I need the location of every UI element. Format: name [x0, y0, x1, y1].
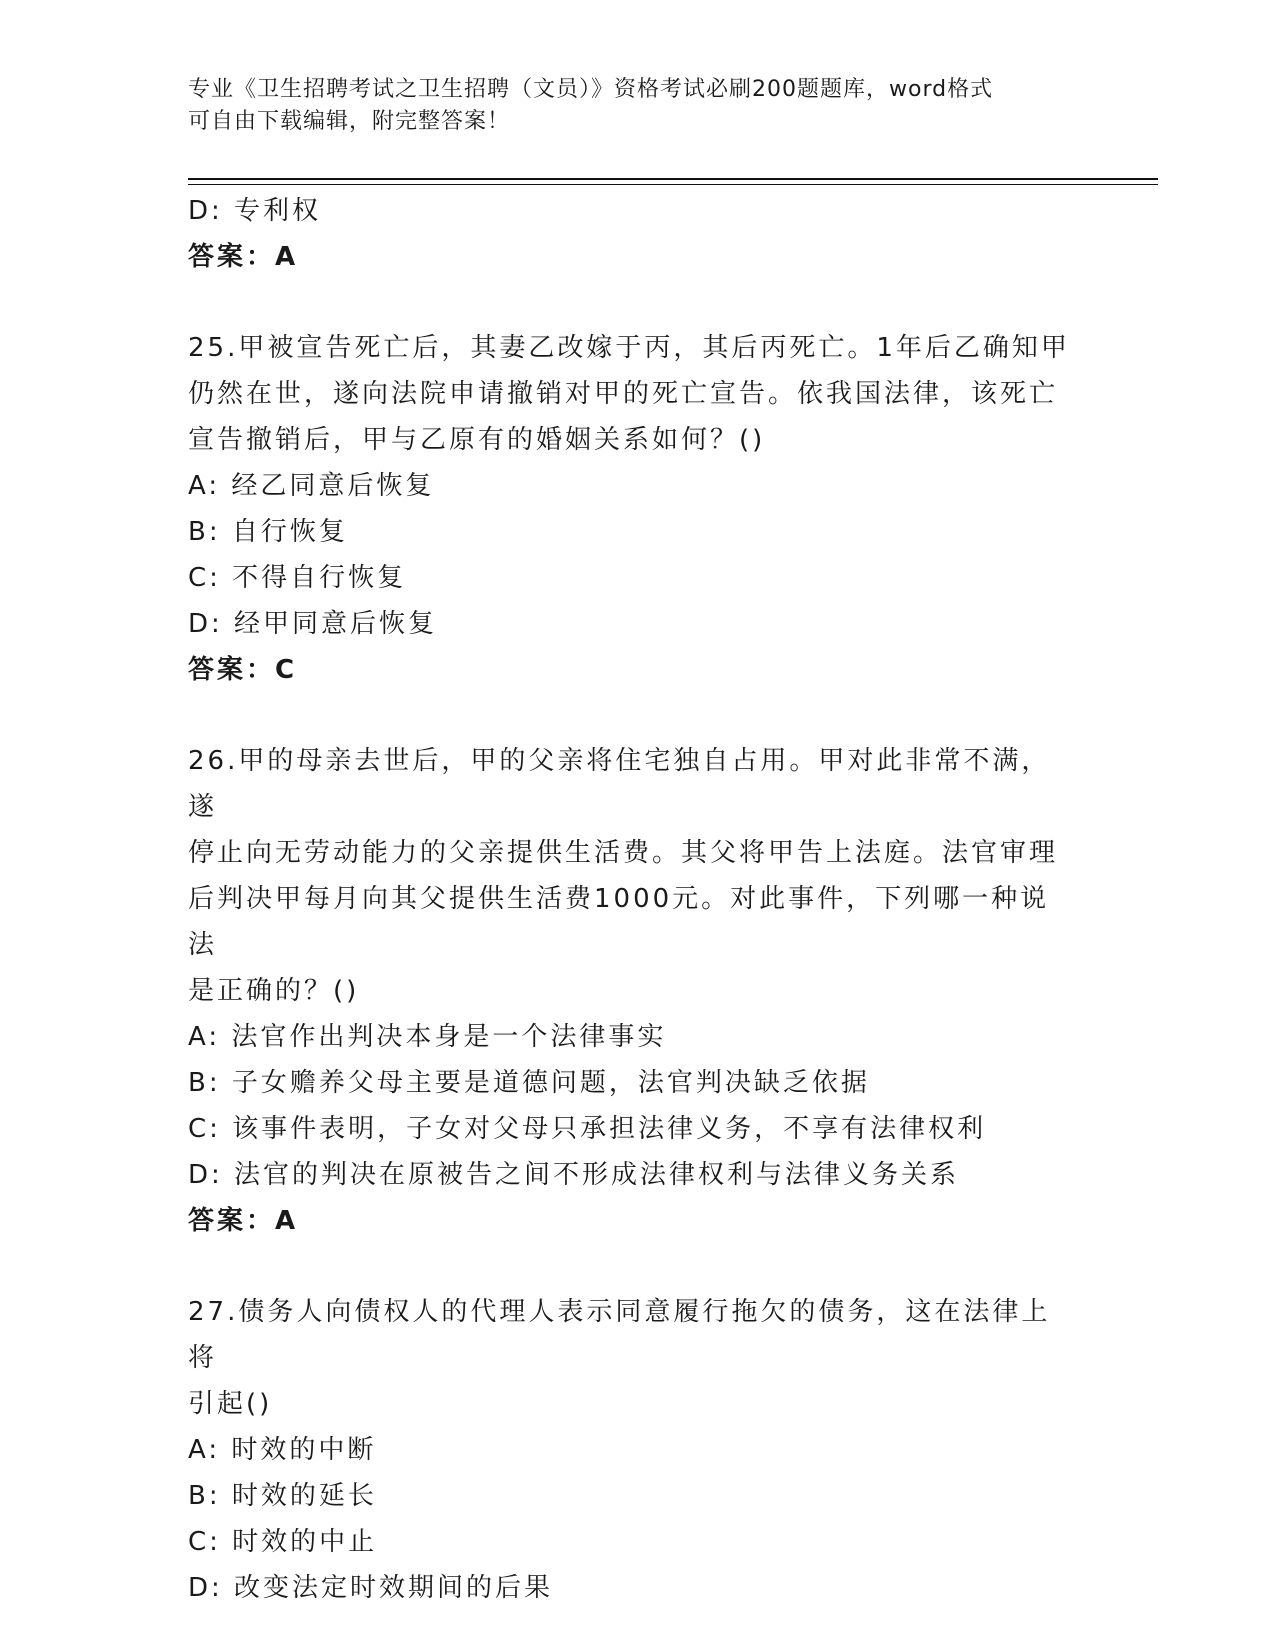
question-26-stem-line-1: 26.甲的母亲去世后，甲的父亲将住宅独自占用。甲对此非常不满，遂 — [188, 746, 1051, 822]
prev-answer: 答案：A — [188, 242, 299, 272]
question-27 — [188, 1289, 1078, 1611]
question-26-option-a: A: 法官作出判决本身是一个法律事实 — [188, 1022, 667, 1052]
question-27-stem-line-2: 引起() — [188, 1389, 273, 1419]
question-25-option-a: A: 经乙同意后恢复 — [188, 471, 435, 501]
question-26-stem-line-4: 是正确的？() — [188, 976, 360, 1006]
question-25-option-c: C: 不得自行恢复 — [188, 563, 407, 593]
question-25-stem-line-2: 仍然在世，遂向法院申请撤销对甲的死亡宣告。依我国法律，该死亡 — [188, 379, 1059, 409]
header-rule-thick — [188, 178, 1158, 180]
question-27-option-a: A: 时效的中断 — [188, 1435, 377, 1465]
question-27-stem-line-1: 27.债务人向债权人的代理人表示同意履行拖欠的债务，这在法律上将 — [188, 1297, 1051, 1373]
question-25-stem-line-1: 25.甲被宣告死亡后，其妻乙改嫁于丙，其后丙死亡。1年后乙确知甲 — [188, 333, 1070, 363]
question-26-answer: 答案：A — [188, 1206, 299, 1236]
header-rule-thin — [188, 184, 1158, 185]
prev-option-d: D: 专利权 — [188, 196, 322, 226]
question-25-stem-line-3: 宣告撤销后，甲与乙原有的婚姻关系如何？() — [188, 425, 766, 455]
question-26-option-c: C: 该事件表明，子女对父母只承担法律义务，不享有法律权利 — [188, 1114, 987, 1144]
question-27-option-c: C: 时效的中止 — [188, 1527, 378, 1557]
question-content — [188, 188, 1078, 1611]
question-25-option-b: B: 自行恢复 — [188, 517, 348, 547]
document-header — [188, 74, 1068, 138]
header-line-2: 可自由下载编辑，附完整答案！ — [188, 109, 511, 134]
question-25 — [188, 325, 1078, 693]
header-line-1: 专业《卫生招聘考试之卫生招聘（文员）》资格考试必刷200题题库，word格式 — [188, 77, 994, 102]
question-27-option-b: B: 时效的延长 — [188, 1481, 377, 1511]
question-26-option-d: D: 法官的判决在原被告之间不形成法律权利与法律义务关系 — [188, 1160, 960, 1190]
question-26-stem-line-2: 停止向无劳动能力的父亲提供生活费。其父将甲告上法庭。法官审理 — [188, 838, 1059, 868]
question-25-option-d: D: 经甲同意后恢复 — [188, 609, 438, 639]
question-26-stem-line-3: 后判决甲每月向其父提供生活费1000元。对此事件，下列哪一种说法 — [188, 884, 1050, 960]
question-26-option-b: B: 子女赡养父母主要是道德问题，法官判决缺乏依据 — [188, 1068, 870, 1098]
question-25-answer: 答案：C — [188, 655, 298, 685]
question-26 — [188, 738, 1078, 1244]
question-27-option-d: D: 改变法定时效期间的后果 — [188, 1573, 554, 1603]
